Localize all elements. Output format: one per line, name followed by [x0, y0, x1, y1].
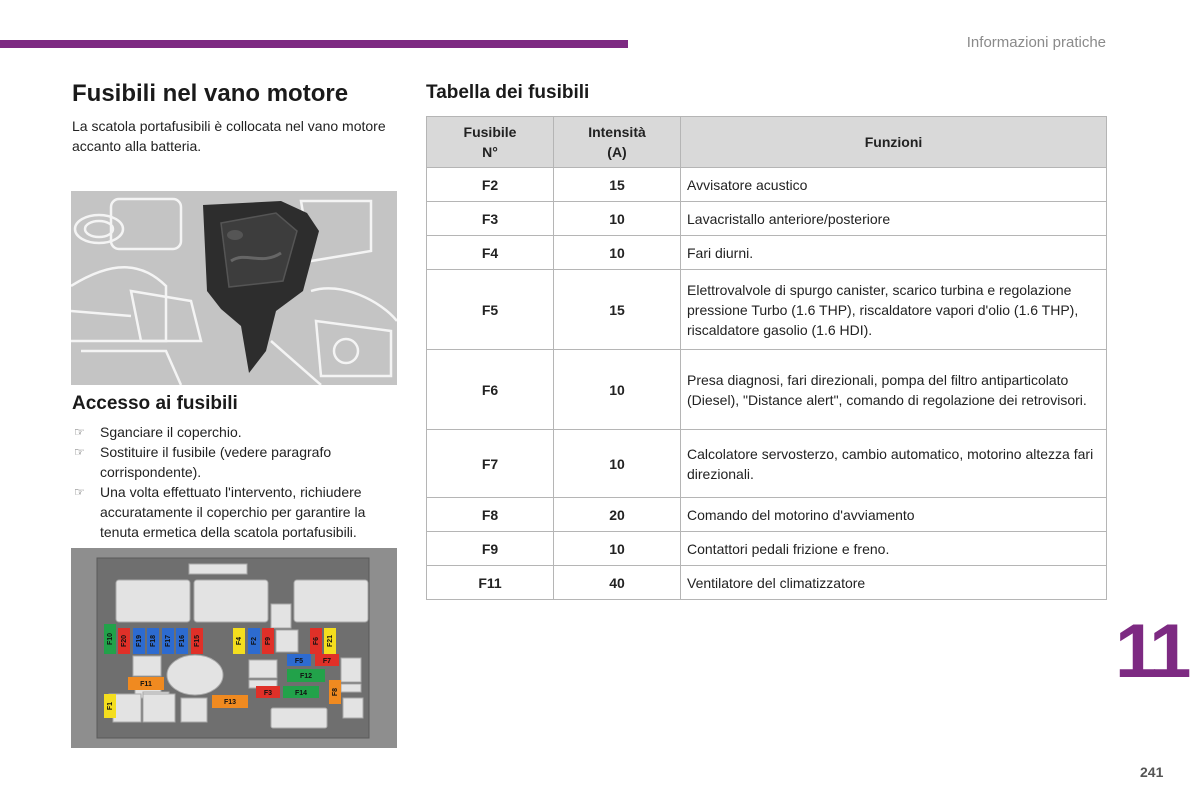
table-row [427, 566, 1107, 600]
fuse-amperage: 40 [554, 566, 681, 600]
fuse-amperage: 10 [554, 202, 681, 236]
fuse-number: F3 [427, 202, 554, 236]
step-text: Sganciare il coperchio. [100, 424, 242, 440]
pointing-hand-icon: ☞ [74, 425, 85, 439]
fuse-number: F9 [427, 532, 554, 566]
pointing-hand-icon: ☞ [74, 485, 85, 499]
intro-text: La scatola portafusibili è collocata nel vano motore accanto alla batteria. [72, 118, 386, 154]
fuse-f19-label: F19 [135, 634, 143, 648]
fuse-f1-label: F1 [106, 701, 114, 711]
fuse-number: F5 [427, 270, 554, 350]
table-title: Tabella dei fusibili [426, 82, 590, 103]
engine-bay-illustration [71, 191, 397, 385]
pointing-hand-icon: ☞ [74, 445, 85, 459]
page-number: 241 [1140, 764, 1164, 780]
fuse-amperage: 20 [554, 498, 681, 532]
header-functions: Funzioni [681, 117, 1107, 168]
fuse-f7-label: F7 [322, 657, 332, 665]
fuse-f2-label: F2 [250, 636, 258, 646]
fuse-amperage: 10 [554, 430, 681, 498]
fuse-f21-label: F21 [326, 634, 334, 648]
fuse-function: Avvisatore acustico [681, 168, 1107, 202]
fuse-f9-label: F9 [264, 636, 272, 646]
fuse-f10-label: F10 [106, 632, 114, 646]
access-section-title: Accesso ai fusibili [72, 393, 238, 414]
fuse-f11-label: F11 [140, 680, 152, 688]
fuse-function: Fari diurni. [681, 236, 1107, 270]
fuse-number: F4 [427, 236, 554, 270]
fuse-amperage: 15 [554, 168, 681, 202]
fuse-f3-label: F3 [263, 689, 273, 697]
fuse-f6-label: F6 [312, 636, 320, 646]
table-row [427, 168, 1107, 202]
fuse-f12-label: F12 [299, 672, 313, 680]
fuse-f13-label: F13 [223, 698, 237, 706]
step-text: Una volta effettuato l'intervento, richiudere accuratamente il coperchio per garantire la tenuta ermetica della scatola portafusibili. [100, 484, 366, 540]
fuse-amperage: 10 [554, 236, 681, 270]
fuse-box-diagram [71, 548, 397, 748]
table-row [427, 350, 1107, 430]
access-steps-list [72, 422, 402, 542]
fuse-function: Contattori pedali frizione e freno. [681, 532, 1107, 566]
fuse-number: F11 [427, 566, 554, 600]
table-row [427, 236, 1107, 270]
table-row [427, 430, 1107, 498]
section-header: Informazioni pratiche [966, 34, 1106, 51]
header-fuse-number-text: Fusibile N° [463, 124, 517, 160]
fuse-function: Comando del motorino d'avviamento [681, 498, 1107, 532]
header-amperage-text: Intensità (A) [588, 124, 646, 160]
step-text: Sostituire il fusibile (vedere paragrafo corrispondente). [100, 444, 332, 480]
chapter-number: 11 [1115, 609, 1188, 694]
fuse-amperage: 15 [554, 270, 681, 350]
header-amperage [554, 117, 681, 168]
fuse-f15-label: F15 [193, 634, 201, 648]
fuse-function: Lavacristallo anteriore/posteriore [681, 202, 1107, 236]
page-title: Fusibili nel vano motore [72, 80, 349, 107]
fuse-f17-label: F17 [164, 634, 172, 648]
fuse-function: Elettrovalvole di spurgo canister, scarico turbina e regolazione pressione Turbo (1.6 THP), riscaldatore vapori d'olio (1.6 THP), riscaldatore gasolio (1.6 HDI). [681, 270, 1107, 350]
fuse-amperage: 10 [554, 532, 681, 566]
fuse-f4-label: F4 [235, 636, 243, 646]
table-row [427, 270, 1107, 350]
fuse-amperage: 10 [554, 350, 681, 430]
list-item [72, 422, 402, 442]
table-row [427, 498, 1107, 532]
fuse-function: Ventilatore del climatizzatore [681, 566, 1107, 600]
fuse-function: Calcolatore servosterzo, cambio automatico, motorino altezza fari direzionali. [681, 430, 1107, 498]
fuse-f18-label: F18 [149, 634, 157, 648]
list-item [72, 442, 402, 482]
fuse-function: Presa diagnosi, fari direzionali, pompa del filtro antiparticolato (Diesel), "Distance alert", comando di regolazione dei retrovisori. [681, 350, 1107, 430]
fuse-number: F7 [427, 430, 554, 498]
fuse-table [426, 116, 1107, 600]
fuse-number: F6 [427, 350, 554, 430]
fuse-f14-label: F14 [294, 689, 308, 697]
list-item [72, 482, 402, 542]
table-header-row [427, 117, 1107, 168]
fuse-f5-label: F5 [294, 657, 304, 665]
header-fuse-number [427, 117, 554, 168]
table-row [427, 202, 1107, 236]
fuse-number: F2 [427, 168, 554, 202]
fuse-number: F8 [427, 498, 554, 532]
table-row [427, 532, 1107, 566]
header-accent-bar [0, 40, 628, 48]
fuse-f16-label: F16 [178, 634, 186, 648]
fuse-f20-label: F20 [120, 634, 128, 648]
fuse-f8-label: F8 [331, 687, 339, 697]
